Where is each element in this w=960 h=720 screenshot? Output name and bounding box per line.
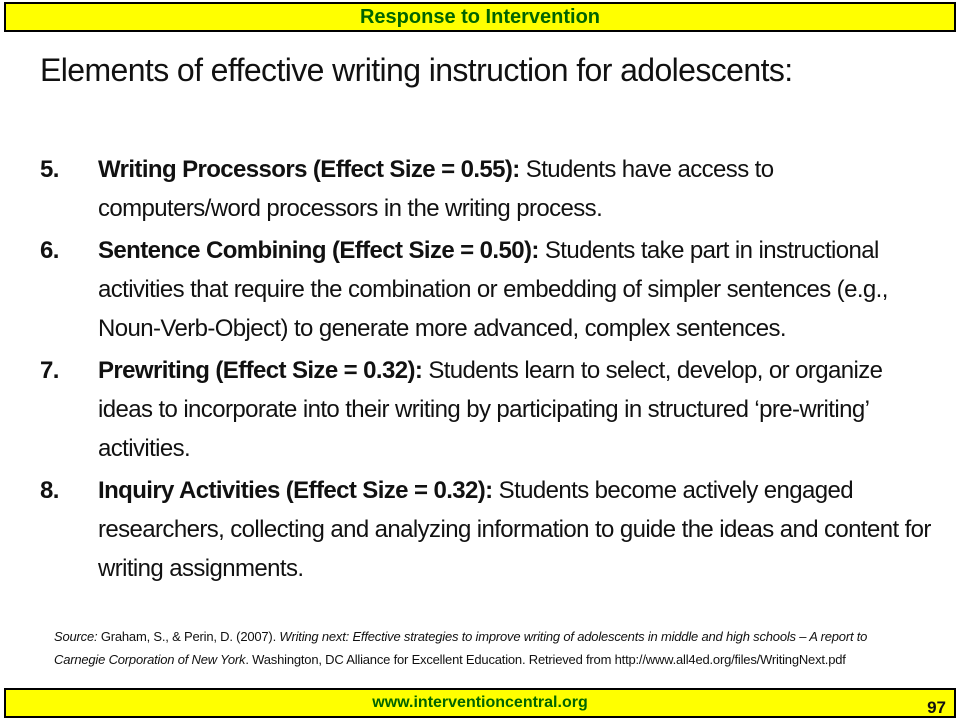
source-citation <box>54 625 914 671</box>
page-number: 97 <box>927 698 946 717</box>
source-work: Writing next: Effective strategies to improve writing of adolescents in middle and high schools – A report to Carnegie Corporation of New York <box>54 629 868 667</box>
list-item <box>40 150 940 228</box>
item-text: Students become actively engaged researchers, collecting and analyzing information to guide the ideas and content for writing assignments. <box>98 477 931 582</box>
footer-url[interactable]: www.interventioncentral.org <box>372 694 588 711</box>
item-text: Students take part in instructional activities that require the combination or embedding of simpler sentences (e.g., Noun-Verb-Object) to generate more advanced, complex sentences. <box>98 237 888 342</box>
item-heading: Writing Processors (Effect Size = 0.55): <box>98 156 520 183</box>
item-heading: Prewriting (Effect Size = 0.32): <box>98 357 423 384</box>
source-rest: . Washington, DC Alliance for Excellent Education. Retrieved from http://www.all4ed.org/files/WritingNext.pdf <box>245 652 846 667</box>
item-heading: Inquiry Activities (Effect Size = 0.32): <box>98 477 493 504</box>
list-item <box>40 231 940 348</box>
footer-bar <box>4 688 956 718</box>
header-title: Response to Intervention <box>359 6 601 28</box>
list-item <box>40 351 940 468</box>
item-number: 6. <box>40 237 59 264</box>
item-text: Students have access to computers/word processors in the writing process. <box>98 156 774 222</box>
list-item <box>40 471 940 588</box>
header-bar <box>4 2 956 32</box>
item-heading: Sentence Combining (Effect Size = 0.50): <box>98 237 539 264</box>
item-number: 7. <box>40 357 59 384</box>
source-authors: Graham, S., & Perin, D. (2007). <box>100 629 276 644</box>
effect-list <box>40 150 940 591</box>
slide-title: Elements of effective writing instruction for adolescents: <box>40 52 793 88</box>
item-number: 8. <box>40 477 59 504</box>
item-number: 5. <box>40 156 59 183</box>
item-text: Students learn to select, develop, or organize ideas to incorporate into their writing by participating in structured ‘pre-writing’ activities. <box>98 357 883 462</box>
source-label: Source: <box>54 629 98 644</box>
